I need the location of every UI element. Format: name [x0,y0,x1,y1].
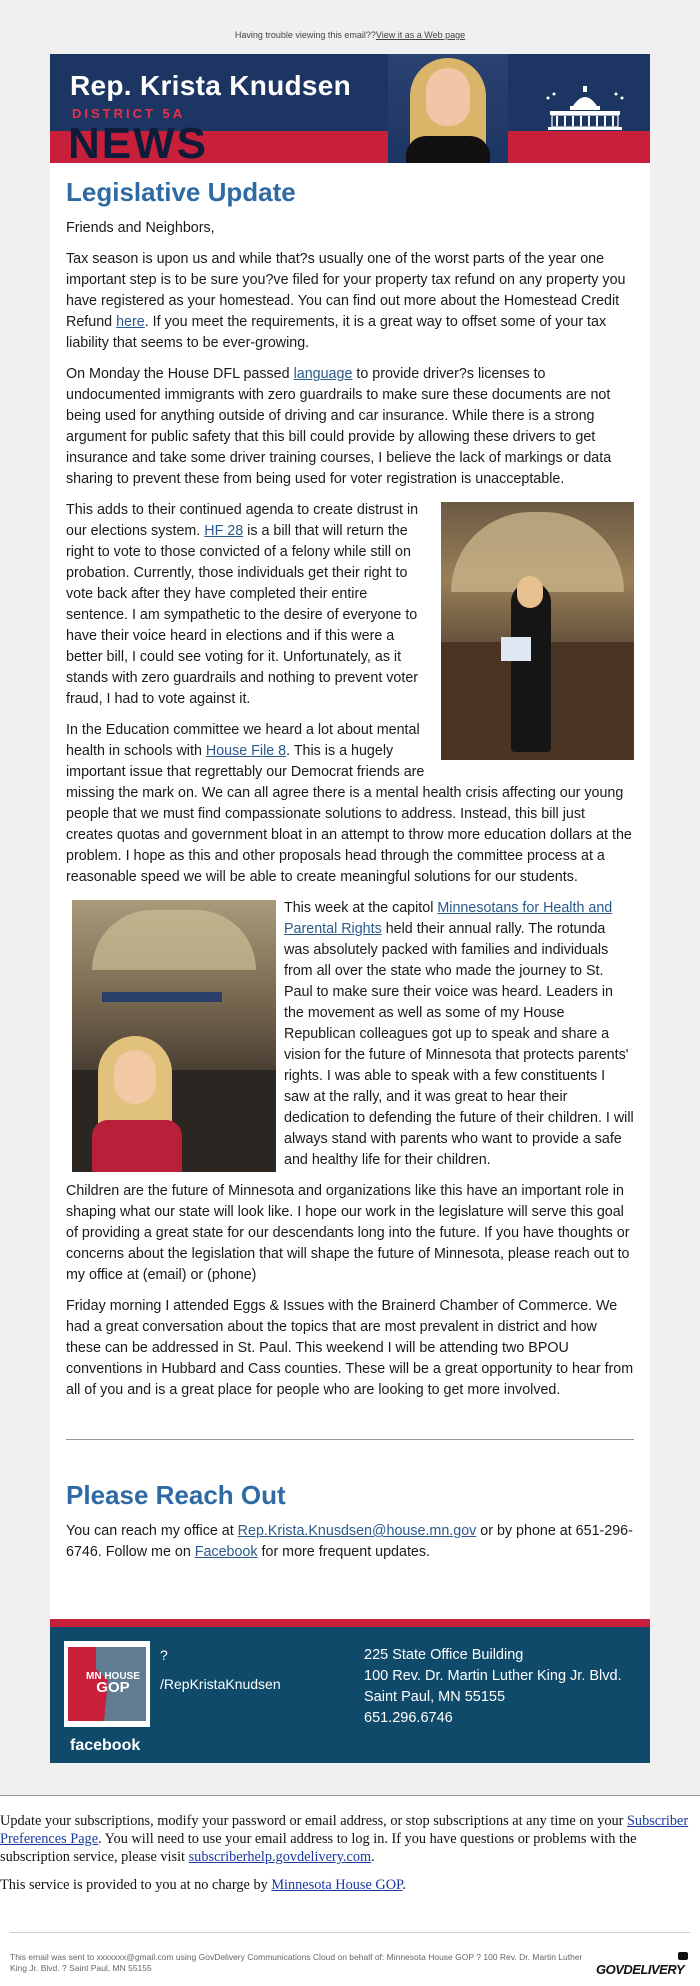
footer-placeholder-glyph: ? [160,1647,168,1663]
subscription-notice: Update your subscriptions, modify your password or email address, or stop subscriptions at any time on your Subscriber Preferences Page. You will need to use your email address to log in. If you have questions or problems with the subscription service, please visit subscriberhelp.govdelivery.com. [0,1813,689,1865]
news-label: NEWS [68,119,208,163]
contact-paragraph: You can reach my office at Rep.Krista.Knusdsen@house.mn.gov or by phone at 651-296-6746. Follow me on Facebook for more frequent updates. [66,1523,633,1560]
paragraph-tax-season: Tax season is upon us and while that?s usually one of the worst parts of the year one important step is to be sure you?ve filed for your property tax refund on any property you have registered as your homestead. You can find out more about the Homestead Credit Refund here. If you meet the requirements, it is a great way to offset some of your tax liability that seems to be ever-growing. [66,251,626,351]
rotunda-rally-photo [72,900,276,1172]
footer-red-line [50,1619,650,1627]
district-label: DISTRICT 5A [72,106,186,121]
greeting: Friends and Neighbors, [66,220,215,236]
paragraph-eggs-issues: Friday morning I attended Eggs & Issues with the Brainerd Chamber of Commerce. We had a great conversation about the topics that are most prevalent in district and how these can be addressed in St. Paul. This weekend I will be attending two BPOU conventions in Hubbard and Cass counties. These will be a great opportunity to hear from all of you and is a great place for people who are looking to get more involved. [66,1298,634,1398]
newsletter-footer [50,1627,650,1763]
legal-text: This email was sent to xxxxxxx@gmail.com using GovDelivery Communications Cloud on behalf of: Minnesota House GOP ? 100 Rev. Dr. Martin Luther King Jr. Blvd. ? Saint Paul, MN 55155 [10,1952,583,1973]
capitol-icon [540,84,630,134]
house-file-8-link[interactable]: House File 8 [205,743,287,759]
email-link[interactable]: Rep.Krista.Knusdsen@house.mn.gov [237,1523,477,1539]
view-web-page-link[interactable]: View it as a Web page [375,30,466,40]
govdelivery-logo[interactable]: GOVDELIVERY [596,1962,685,1977]
reach-out-heading: Please Reach Out [66,1480,286,1510]
facebook-link[interactable]: Facebook [194,1544,258,1560]
homestead-credit-link[interactable]: here [116,314,145,330]
representative-name: Rep. Krista Knudsen [70,70,352,101]
paragraph-children-future: Children are the future of Minnesota and organizations like this have an important role in shaping what our state will look like. I hope our work in the legislature will serve this goal of providing a great state for our descendants long into the future. If you have thoughts or concerns about the legislation that will shape the future of Minnesota, please reach out to my office at (email) or (phone) [66,1183,630,1283]
office-address: 225 State Office Building 100 Rev. Dr. Martin Luther King Jr. Blvd. Saint Paul, MN 55155 651.296.6746 [364,1647,622,1726]
newsletter-header [50,54,650,163]
house-chamber-photo [441,502,634,760]
paragraph-rally: This week at the capitol Minnesotans for Health and Parental Rights held their annual rally. The rotunda was absolutely packed with families and individuals from all over the state who made the journey to St. Paul to make sure their voice was heard. Leaders in the movement as well as some of my House Republican colleagues got up to speak and share a vision for the future of Minnesota that protects parents' rights. I was able to speak with a few constituents I saw at the rally, and it was great to hear their dedication to defending the future of their children. I will always stand with parents who want to provide a safe and healthy life for their children. [284,900,634,1168]
govdelivery-bubble-icon [678,1952,688,1960]
subscriber-help-link[interactable]: subscriberhelp.govdelivery.com [188,1849,372,1865]
hf28-link[interactable]: HF 28 [204,523,244,539]
newsletter-body [50,163,650,1619]
mn-house-gop-logo[interactable]: MN HOUSE GOP [64,1641,150,1727]
web-view-notice: Having trouble viewing this email??View it as a Web page [234,30,466,40]
subscriber-preferences-link[interactable]: Subscriber Preferences Page [0,1813,689,1847]
page-title: Legislative Update [66,177,296,207]
section-divider [66,1439,634,1440]
legal-divider [10,1932,690,1933]
paragraph-drivers-licenses: On Monday the House DFL passed language to provide driver?s licenses to undocumented immigrants with zero guardrails to make sure these documents are not being used for anything outside of driving and car insurance. While there is a strong argument for public safety that this bill could provide by allowing these drivers to get insurance and take some driver training courses, I believe the lack of markings or data sharing to prevent these from being used for voter registration is unacceptable. [66,366,612,487]
paragraph-hf28: This adds to their continued agenda to create distrust in our elections system. HF 28 is a bill that will return the right to vote to those convicted of a felony while still on probation. Currently, those individuals get their right to vote back after they have completed their entire sentence. I am sympathetic to the desire of everyone to have their voice heard in elections and if this were a better bill, I could see voting for it. Unfortunately, as it stands with zero guardrails and nothing to prevent voter fraud, I had to vote against it. [66,502,419,707]
facebook-handle[interactable]: /RepKristaKnudsen [160,1676,281,1692]
language-link[interactable]: language [293,366,353,382]
paragraph-house-file-8: In the Education committee we heard a lot about mental health in schools with House File 8. This is a hugely important issue that regrettably our Democrat friends are missing the mark on. We can all agree there is a mental health crisis affecting our young people that we must find compassionate solutions to address. Instead, this bill just creates quotas and government bloat in an attempt to throw more education dollars at the problem. I hope as this and other proposals head through the committee process at a reasonable speed we will be able to create meaningful solutions for our students. [66,722,632,885]
minnesota-house-gop-link[interactable]: Minnesota House GOP [271,1877,403,1893]
service-provided-notice: This service is provided to you at no charge by Minnesota House GOP. [0,1877,406,1893]
parental-rights-link[interactable]: Minnesotans for Health and Parental Rights [284,900,613,937]
facebook-logo-text[interactable]: facebook [70,1737,141,1754]
representative-portrait [388,54,508,163]
subscription-footer [0,1795,700,1986]
